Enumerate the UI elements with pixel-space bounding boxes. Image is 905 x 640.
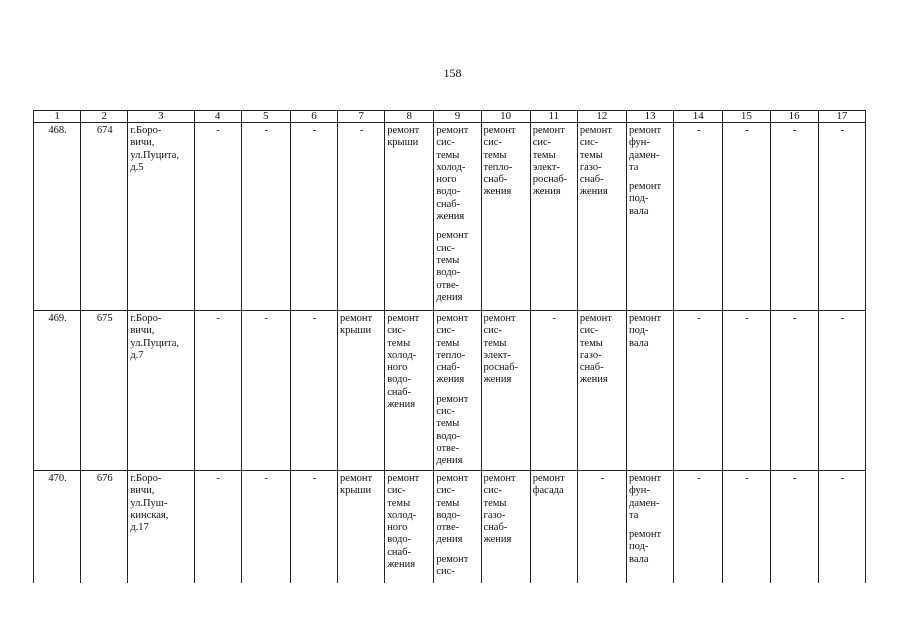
table-cell [194,311,241,471]
cell-entry: ремонт сис- темы холод- ного водо- снаб- жения [387,313,420,411]
cell-entry: ремонт фун- дамен- та [629,473,662,521]
table-cell [674,123,723,311]
page-number: 158 [443,66,462,80]
cell-entry: - [745,125,749,136]
table-cell [627,471,674,584]
cell-entry: г.Боро- вичи, ул.Пуш- кинская, д.17 [130,473,169,534]
table-cell [34,123,81,311]
table-cell [770,311,818,471]
table-cell [530,471,577,584]
column-number: 8 [385,111,434,123]
table-cell [530,123,577,311]
table-cell [481,311,530,471]
table-cell [674,471,723,584]
table-cell [674,311,723,471]
cell-entry: ремонт сис- темы элект- роснаб- жения [532,125,568,198]
table-cell [34,311,81,471]
table-cell [194,123,241,311]
table-cell [723,471,770,584]
table-row [34,471,866,584]
table-cell [481,471,530,584]
cell-entry: 469. [48,313,67,324]
column-number: 14 [674,111,723,123]
cell-entry: - [312,125,317,136]
table-cell [385,471,434,584]
table-cell [627,311,674,471]
table-cell [385,123,434,311]
table-cell [128,311,194,471]
table-cell [577,311,626,471]
table-cell [481,123,530,311]
table-cell [241,471,290,584]
table-cell [385,311,434,471]
table-cell [434,471,481,584]
cell-entry: ремонт сис- темы тепло- снаб- жения [483,125,516,198]
table-cell [723,123,770,311]
table-cell [34,471,81,584]
table-cell [577,123,626,311]
cell-entry: ремонт фасада [532,473,565,497]
cell-entry: ремонт под- вала [629,529,662,565]
cell-entry: - [792,125,797,136]
table-cell [194,471,241,584]
column-number: 1 [34,111,81,123]
column-number: 2 [81,111,128,123]
cell-entry: г.Боро- вичи, ул.Пуцита, д.7 [130,313,180,361]
table-cell [241,311,290,471]
table-cell [128,471,194,584]
column-number: 6 [290,111,337,123]
housing-repair-table [33,110,866,583]
column-number: 9 [434,111,481,123]
cell-entry: ремонт под- вала [629,181,662,217]
cell-entry: - [840,313,845,324]
cell-entry: ремонт крыши [387,125,420,149]
cell-entry: ремонт сис- [436,553,469,578]
table-cell [338,471,385,584]
cell-entry: ремонт сис- темы водо- отве- дения [436,473,469,546]
page-bottom-margin [0,595,905,640]
cell-entry: ремонт сис- темы холод- ного водо- снаб- жения [387,473,420,571]
table-cell [770,471,818,584]
table-cell [818,471,865,584]
column-number-header [34,111,866,123]
cell-entry: - [792,313,797,324]
cell-entry: ремонт сис- темы холод- ного водо- снаб- жения [436,125,469,223]
column-number: 13 [627,111,674,123]
cell-entry: ремонт фун- дамен- та [629,125,662,173]
cell-entry: 674 [96,125,113,136]
column-number: 4 [194,111,241,123]
table-cell [241,123,290,311]
column-number: 17 [818,111,865,123]
cell-entry: - [552,313,557,324]
cell-entry: - [840,125,845,136]
column-number: 12 [577,111,626,123]
table-cell [338,311,385,471]
column-number: 10 [481,111,530,123]
table-cell [434,311,481,471]
table-row [34,123,866,311]
cell-entry: - [600,473,605,484]
cell-entry: - [359,125,364,136]
cell-entry: - [264,313,269,324]
column-number: 16 [770,111,818,123]
cell-entry: ремонт сис- темы тепло- снаб- жения [436,313,469,386]
table-cell [577,471,626,584]
cell-entry: - [840,473,845,484]
cell-entry: ремонт сис- темы водо- отве- дения [436,230,469,303]
cell-entry: г.Боро- вичи, ул.Пуцита, д.5 [130,125,180,173]
table-cell [290,311,337,471]
column-number: 7 [338,111,385,123]
cell-entry: - [264,473,269,484]
table-cell [290,123,337,311]
column-number: 15 [723,111,770,123]
table-cell [627,123,674,311]
cell-entry: - [216,125,220,136]
cell-entry: ремонт крыши [340,473,373,497]
cell-entry: - [216,313,220,324]
table-cell [81,311,128,471]
table-cell [338,123,385,311]
table-cell [818,311,865,471]
table-cell [530,311,577,471]
cell-entry: - [312,473,317,484]
cell-entry: ремонт сис- темы газо- снаб- жения [579,125,612,198]
cell-entry: ремонт крыши [340,313,373,337]
table-cell [434,123,481,311]
table-row [34,311,866,471]
cell-entry: ремонт под- вала [629,313,662,349]
cell-entry: ремонт сис- темы элект- роснаб- жения [483,313,519,386]
cell-entry: - [697,313,701,324]
column-number: 3 [128,111,194,123]
cell-entry: - [745,473,749,484]
table-cell [290,471,337,584]
table-cell [723,311,770,471]
table-cell [81,123,128,311]
cell-entry: - [792,473,797,484]
cell-entry: ремонт сис- темы водо- отве- дения [436,393,469,467]
cell-entry: - [312,313,317,324]
cell-entry: - [216,473,220,484]
cell-entry: - [697,473,701,484]
cell-entry: 676 [96,473,113,484]
table-cell [128,123,194,311]
cell-entry: ремонт сис- темы газо- снаб- жения [483,473,516,546]
cell-entry: 468. [48,125,67,136]
cell-entry: - [264,125,269,136]
table-cell [818,123,865,311]
cell-entry: ремонт сис- темы газо- снаб- жения [579,313,612,386]
cell-entry: - [697,125,701,136]
table-cell [770,123,818,311]
table-cell [81,471,128,584]
cell-entry: 470. [48,473,67,484]
column-number: 11 [530,111,577,123]
column-number: 5 [241,111,290,123]
cell-entry: 675 [96,313,113,324]
cell-entry: - [745,313,749,324]
